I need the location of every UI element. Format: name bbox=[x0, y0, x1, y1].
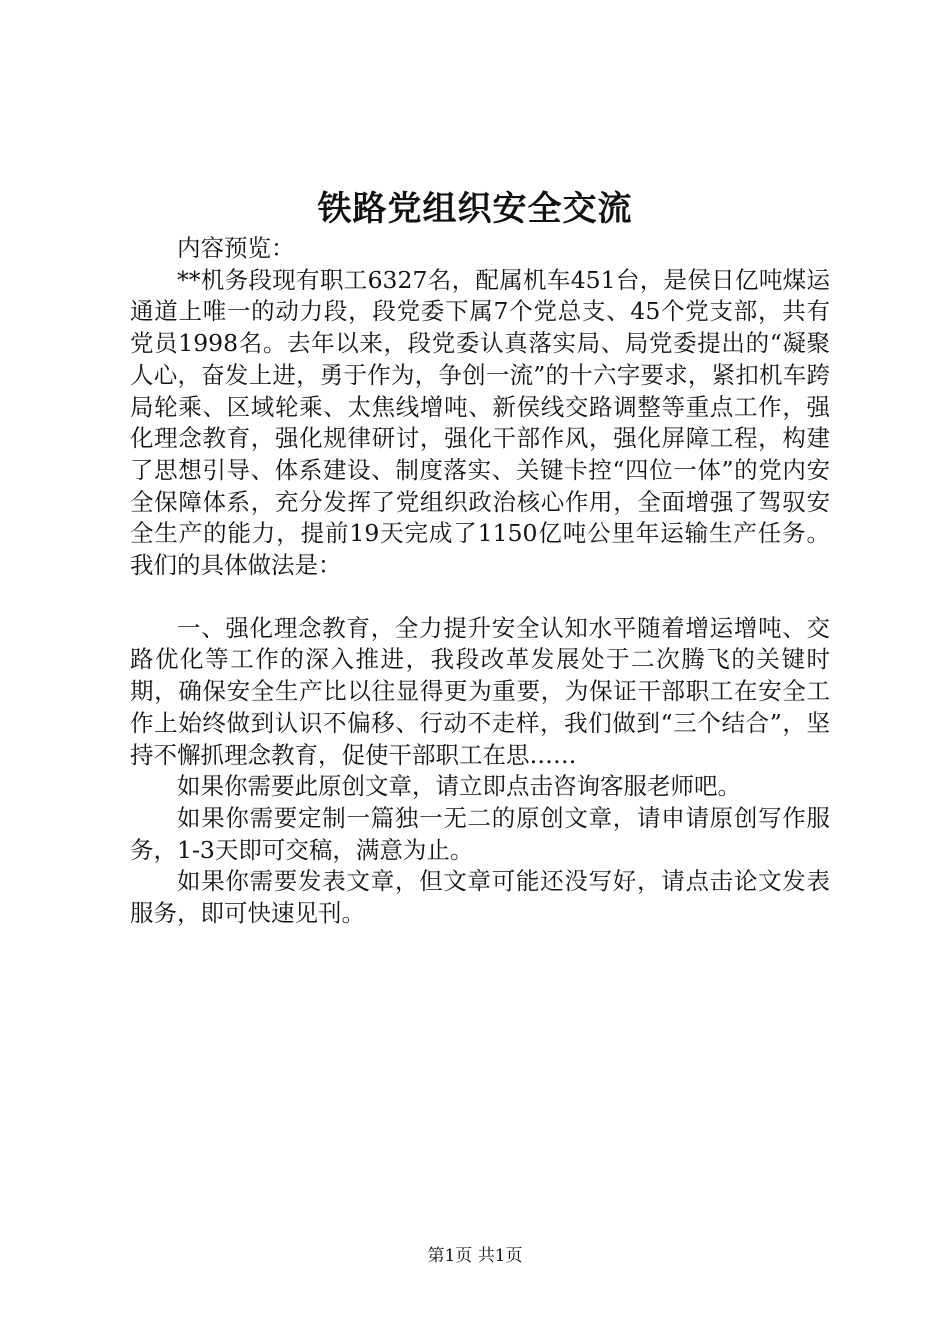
paragraph-consult-service: 如果你需要此原创文章，请立即点击咨询客服老师吧。 bbox=[177, 772, 741, 801]
paragraph-section-one: 一、强化理念教育，全力提升安全认知水平随着增运增吨、交路优化等工作的深入推进，我段改革发展处于二次腾飞的关键时期，确保安全生产比以往显得更为重要，为保证干部职工在安全工作上始终做到认识不偏移、行动不走样，我们做到“三个结合”，坚持不懈抓理念教育，促使干部职工在思…… bbox=[130, 613, 830, 769]
page-number-footer: 第1页 共1页 bbox=[427, 1246, 523, 1266]
paragraph-custom-writing: 如果你需要定制一篇独一无二的原创文章，请申请原创写作服务，1-3天即可交稿，满意为止。 bbox=[130, 803, 830, 864]
document-body bbox=[130, 233, 830, 930]
document-title: 铁路党组织安全交流 bbox=[317, 189, 633, 229]
paragraph-publishing-service: 如果你需要发表文章，但文章可能还没写好，请点击论文发表服务，即可快速见刊。 bbox=[130, 867, 830, 928]
paragraph-intro: **机务段现有职工6327名，配属机车451台，是侯日亿吨煤运通道上唯一的动力段，段党委下属7个党总支、45个党支部，共有党员1998名。去年以来，段党委认真落实局、局党委提出的“凝聚人心，奋发上进，勇于作为，争创一流”的十六字要求，紧扣机车跨局轮乘、区域轮乘、太焦线增吨、新侯线交路调整等重点工作，强化理念教育，强化规律研讨，强化干部作风，强化屏障工程，构建了思想引导、体系建设、制度落实、关键卡控“四位一体”的党内安全保障体系，充分发挥了党组织政治核心作用，全面增强了驾驭安全生产的能力，提前19天完成了1150亿吨公里年运输生产任务。我们的具体做法是： bbox=[130, 265, 830, 580]
preview-label: 内容预览： bbox=[177, 234, 295, 262]
